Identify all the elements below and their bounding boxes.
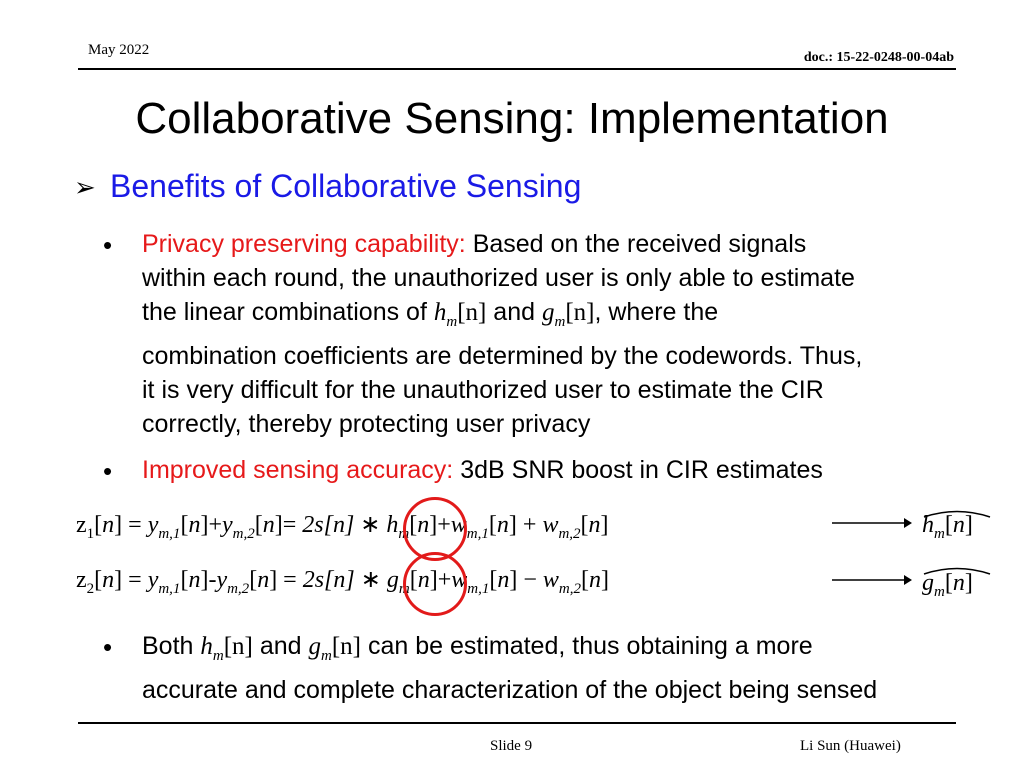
- header-date: May 2022: [88, 42, 150, 58]
- estimate-h-m: $h_m[n]$: [922, 512, 973, 542]
- equation-z1: $z_1[n] = y_{m,1}[n]+y_{m,2}[n]= 2s[n]$ ∗ $h_m[n]+w_{m,1}[n] + w_{m,2}[n]$: [76, 512, 609, 542]
- header-doc-id: doc.: 15-22-0248-00-04ab: [803, 50, 954, 65]
- bullet-privacy-line-3: [142, 295, 982, 339]
- slide-number: Slide 9: [490, 738, 533, 754]
- bullet-dot-icon: •: [103, 456, 113, 486]
- both-text-b: and: [259, 632, 302, 660]
- estimate-g-m: $g_m[n]$: [922, 570, 973, 600]
- math-g-m-n: $g_m[n]$: [541, 299, 595, 330]
- slide-title: Collaborative Sensing: Implementation: [135, 94, 889, 143]
- math-h-m-n: $h_m[n]$: [200, 633, 253, 664]
- equation-z2: $z_2[n] = y_{m,1}[n]-y_{m,2}[n] = 2s[n]$ ∗ $g_m[n]+w_{m,1}[n] - w_{m,2}[n]$: [76, 567, 609, 597]
- line-3-text-c: , where the: [594, 298, 719, 326]
- bullet-privacy: [142, 227, 982, 441]
- both-line-2: accurate and complete characterization of the object being sensed: [142, 676, 878, 704]
- math-h-m-n: $h_m[n]$: [433, 299, 487, 330]
- footer-divider: [78, 722, 956, 724]
- arrow-right-icon: [832, 515, 912, 531]
- bullet-privacy-line-1: Based on the received signals: [472, 230, 807, 258]
- bullet-privacy-line-4: combination coefficients are determined by the codewords. Thus,: [142, 342, 863, 370]
- bullet-dot-icon: •: [103, 230, 113, 260]
- math-g-m-n: $g_m[n]$: [308, 633, 362, 664]
- arrow-bullet-icon: ➢: [74, 172, 96, 202]
- line-3-text-b: and: [493, 298, 536, 326]
- highlight-circle-2: [403, 552, 467, 616]
- both-text-a: Both: [142, 632, 194, 660]
- arrow-right-icon: [832, 572, 912, 588]
- section-title: Benefits of Collaborative Sensing: [110, 168, 582, 204]
- bullet-privacy-label: Privacy preserving capability:: [142, 230, 466, 258]
- bullet-privacy-line-5: it is very difficult for the unauthorized user to estimate the CIR: [142, 376, 824, 404]
- bullet-privacy-line-2: within each round, the unauthorized user is only able to estimate: [142, 264, 855, 292]
- header-divider: [78, 68, 956, 70]
- bullet-privacy-line-6: correctly, thereby protecting user privacy: [142, 410, 591, 438]
- footer-author: Li Sun (Huawei): [800, 738, 901, 754]
- bullet-accuracy-label: Improved sensing accuracy:: [142, 456, 454, 484]
- line-3-text-a: the linear combinations of: [142, 298, 427, 326]
- bullet-accuracy-text: 3dB SNR boost in CIR estimates: [460, 456, 823, 484]
- bullet-both: [142, 629, 992, 707]
- bullet-accuracy: [142, 453, 823, 487]
- bullet-dot-icon: •: [103, 632, 113, 662]
- both-text-c: can be estimated, thus obtaining a more: [367, 632, 813, 660]
